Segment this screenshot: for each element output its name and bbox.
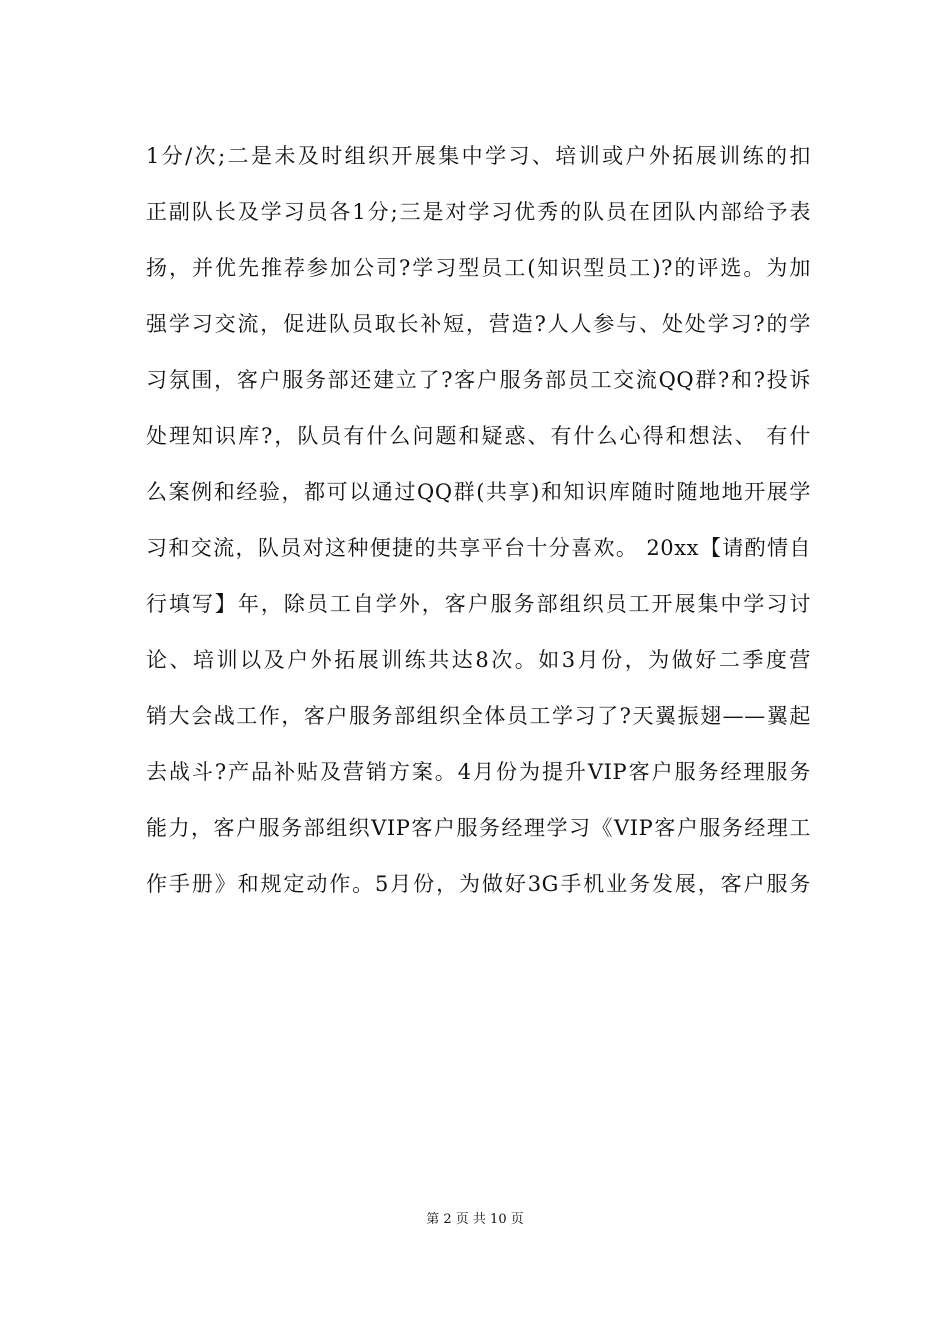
text-line: 强学习交流，促进队员取长补短，营造?人人参与、处处学习?的学	[146, 312, 811, 336]
text-line: 习氛围，客户服务部还建立了?客户服务部员工交流QQ群?和?投诉	[146, 368, 811, 392]
text-line: 论、培训以及户外拓展训练共达8次。如3月份，为做好二季度营	[146, 648, 811, 672]
body-text	[146, 134, 811, 918]
text-line: 销大会战工作，客户服务部组织全体员工学习了?天翼振翅——翼起	[146, 704, 811, 728]
text-line: 能力，客户服务部组织VIP客户服务经理学习《VIP客户服务经理工	[146, 816, 811, 840]
text-line: 处理知识库?，队员有什么问题和疑惑、有什么心得和想法、 有什	[146, 424, 811, 448]
text-line: 去战斗?产品补贴及营销方案。4月份为提升VIP客户服务经理服务	[146, 760, 811, 784]
text-line: 正副队长及学习员各1分;三是对学习优秀的队员在团队内部给予表	[146, 200, 811, 224]
page-number-footer: 第 2 页 共 10 页	[426, 1212, 524, 1227]
text-line: 行填写】年，除员工自学外，客户服务部组织员工开展集中学习讨	[146, 592, 811, 616]
text-line: 扬，并优先推荐参加公司?学习型员工(知识型员工)?的评选。为加	[146, 256, 811, 280]
text-line: 习和交流，队员对这种便捷的共享平台十分喜欢。 20xx【请酌情自	[146, 536, 811, 560]
text-line: 作手册》和规定动作。5月份，为做好3G手机业务发展，客户服务	[146, 872, 811, 896]
text-line: 1分/次;二是未及时组织开展集中学习、培训或户外拓展训练的扣	[146, 144, 811, 168]
text-line: 么案例和经验，都可以通过QQ群(共享)和知识库随时随地地开展学	[146, 480, 811, 504]
